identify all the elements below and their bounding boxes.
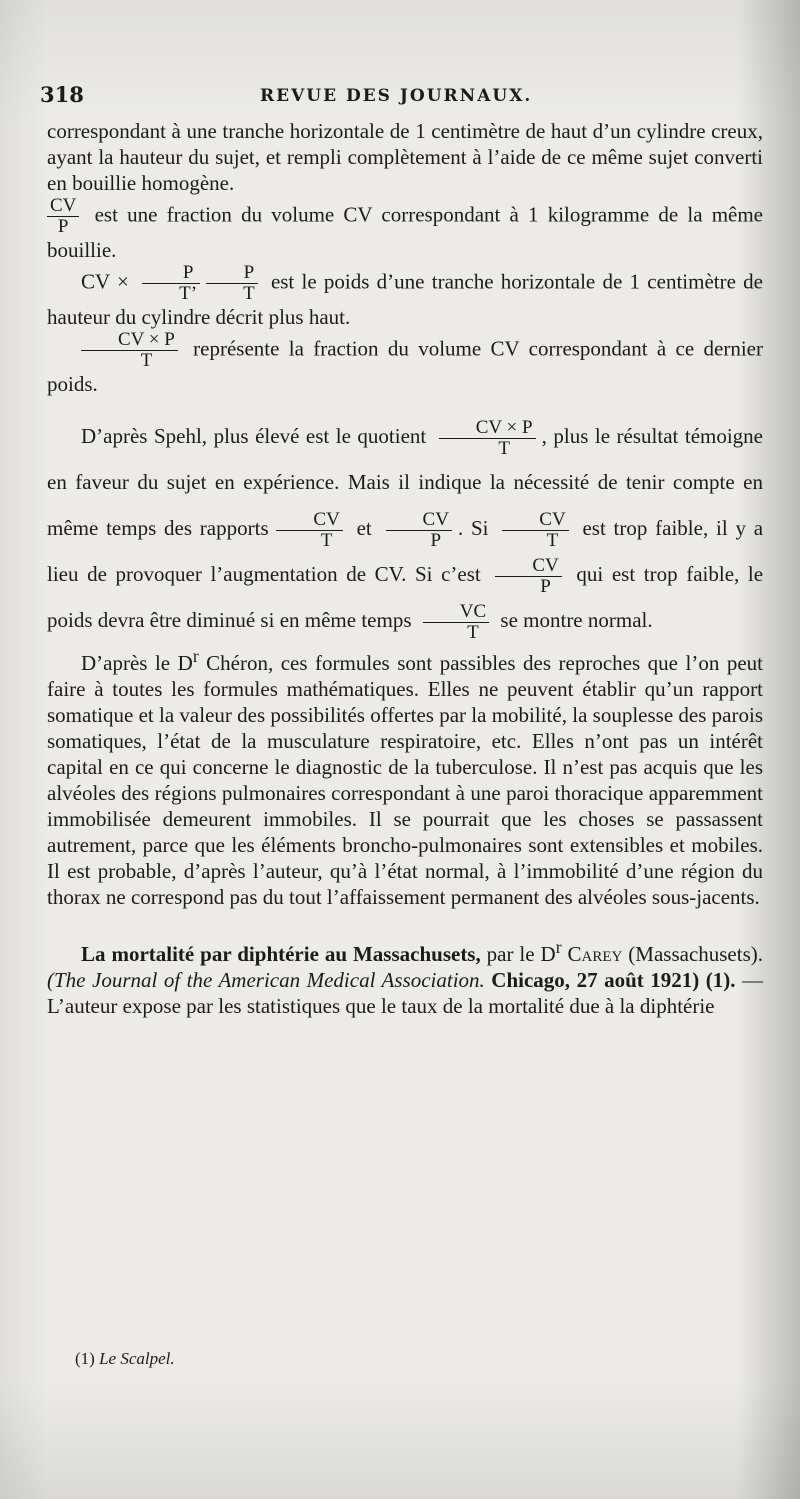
page-number: 318 (40, 82, 84, 107)
fraction-denominator: P (430, 529, 442, 551)
footnote (75, 1349, 175, 1369)
fraction-denominator: T (320, 529, 333, 551)
fraction (423, 602, 489, 643)
fraction (276, 510, 342, 551)
fraction-denominator: T (243, 283, 255, 304)
superscript: r (192, 646, 199, 666)
fraction-numerator: CV (47, 196, 79, 217)
fraction (495, 556, 561, 597)
formula-text: est une fraction du volume CV correspondant à 1 kilogramme de la même bouillie. (47, 202, 764, 262)
formula-text: représente la fraction du volume CV correspondant à ce dernier poids. (47, 336, 763, 396)
text-span: par le (480, 942, 541, 966)
fraction-numerator: CV × P (439, 418, 536, 439)
fraction (142, 263, 200, 304)
paragraph (47, 413, 763, 643)
paragraph: correspondant à une tranche horizontale de 1 centimètre de haut d’un cylindre creux, ayant la hauteur du sujet, et rempli complètement à l’aide de ce même sujet converti en bouillie homogène. (47, 119, 763, 195)
running-title: REVUE DES JOURNAUX. (260, 86, 533, 106)
text-span: . Si (457, 516, 489, 540)
text-span: se montre normal. (500, 608, 653, 632)
fraction-numerator: CV (276, 510, 342, 531)
text-span: Chéron, ces formules sont passibles des reproches que l’on peut faire à toutes les formules mathématiques. Elles ne peuvent établir qu’un rapport somatique et la valeur des possibilités offertes par la mobilité, la souplesse des parois somatiques, l’état de la musculature respiratoire, etc. Elles n’ont pas un intérêt capital en ce qui concerne le diagnostic de la tuberculose. Il n’est pas acquis que les alvéoles des régions pulmonaires correspondant à une paroi thoracique apparemment immobilisée demeurent immobiles. Il se pourrait que les choses se passassent autrement, parce que les éléments broncho-pulmonaires sont extensibles et mobiles. Il est probable, d’après l’auteur, qu’à l’état normal, à l’immobilité d’une région du thorax ne correspond pas du tout l’affaissement permanent des alvéoles sous-jacents. (47, 651, 763, 909)
formula-text: est le poids d’une tranche horizontale de 1 centimètre de hauteur du cylindre décrit plus haut. (47, 269, 763, 329)
paragraph (47, 643, 763, 910)
page-header (40, 82, 742, 112)
article-title: La mortalité par diphtérie au Massachusets, (81, 942, 481, 966)
fraction (47, 196, 79, 237)
fraction-denominator: T (467, 621, 479, 643)
superscript: r (555, 937, 562, 957)
formula-paragraph (47, 263, 763, 330)
article-entry (47, 934, 763, 1019)
fraction-numerator: CV × P (81, 330, 178, 351)
fraction-numerator: P (206, 263, 258, 284)
journal-name: (The Journal of the American Medical Association. (47, 968, 485, 992)
fraction (386, 510, 452, 551)
fraction-numerator: VC (423, 602, 489, 623)
article-author: Carey (561, 942, 623, 966)
formula-paragraph (47, 330, 763, 397)
fraction (439, 418, 536, 459)
fraction-denominator: T (546, 529, 559, 551)
text-span: est trop faible, il y a lieu de provoquer l’augmentation de CV. Si c’est (47, 516, 764, 586)
text-span: (Massachusets). (622, 942, 764, 966)
text-span: et (356, 516, 372, 540)
text-span: D (540, 942, 556, 966)
footnote-text: Le Scalpel. (99, 1349, 175, 1368)
fraction-denominator: T (498, 437, 510, 459)
formula-paragraph (47, 196, 763, 263)
fraction (502, 510, 568, 551)
body-text (47, 118, 763, 1019)
fraction-numerator: CV (502, 510, 568, 531)
fraction-numerator: P (142, 263, 200, 284)
article-date: Chicago, 27 août 1921) (1). (484, 968, 742, 992)
fraction-denominator: T (140, 350, 153, 371)
text-span: D’après le D (81, 651, 193, 675)
text-span: D’après Spehl, plus élevé est le quotient (81, 424, 427, 448)
fraction-numerator: CV (386, 510, 452, 531)
text-span: qui est trop faible, le poids devra être diminué si en même temps (47, 562, 764, 632)
fraction (81, 330, 178, 371)
text-span: , plus le résultat témoigne en faveur du sujet en expérience. Mais il indique la nécessité de tenir compte en même temps des rapports (47, 424, 764, 540)
fraction (206, 263, 258, 304)
fraction-denominator: P (540, 575, 551, 597)
fraction-denominator: T’ (179, 283, 198, 304)
footnote-mark: (1) (75, 1349, 95, 1368)
text-span: — L’auteur expose par les statistiques que le taux de la mortalité due à la diphtérie (47, 968, 763, 1018)
fraction-denominator: P (57, 216, 69, 237)
fraction-numerator: CV (495, 556, 561, 577)
formula-lead: CV × (81, 269, 129, 294)
